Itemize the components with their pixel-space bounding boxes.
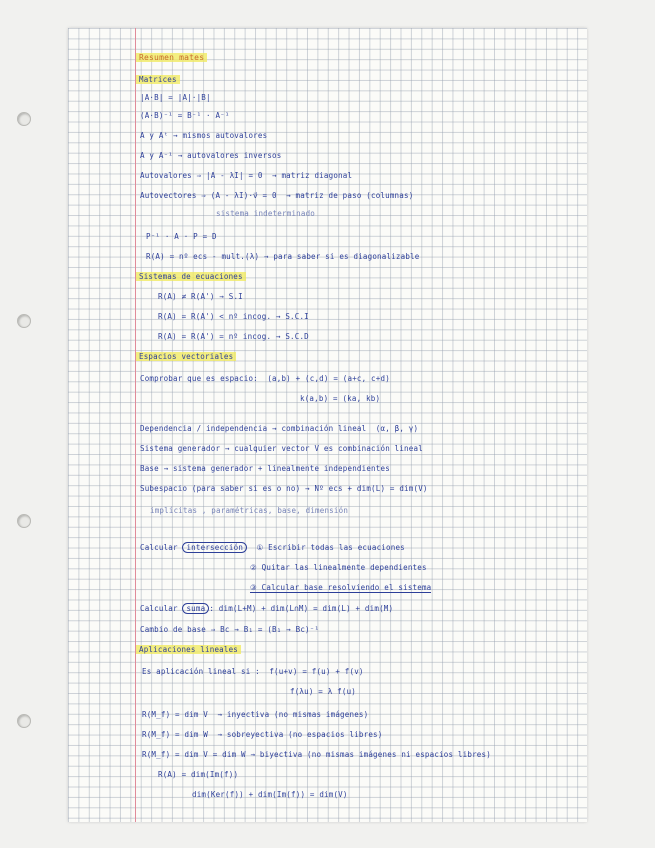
note-line: Autovalores ⇒ |A - λI| = 0 → matriz diagonal (140, 171, 353, 180)
note-line: A y Aᵗ → mismos autovalores (140, 131, 268, 140)
page-title: Resumen mates (136, 53, 207, 62)
note-line: Es aplicación lineal si : f(u+v) = f(u) + f(v) (142, 667, 364, 676)
note-line: Cambio de base ⇒ Bc → B₁ = (B₁ → Bc)⁻¹ (140, 625, 320, 634)
section-sistemas: Sistemas de ecuaciones (136, 272, 246, 281)
note-annotation: implícitas , paramétricas, base, dimensión (150, 506, 349, 515)
note-line: A y A⁻¹ → autovalores inversos (140, 151, 282, 160)
circled-word: suma (182, 603, 209, 614)
binder-hole (17, 714, 31, 728)
note-line: R(A) = dim(Im(f)) (158, 770, 239, 779)
note-line: Sistema generador → cualquier vector V es combinación lineal (140, 444, 423, 453)
note-line: R(A) = R(A') < nº incog. → S.C.I (158, 312, 309, 321)
note-annotation: sistema indeterminado (216, 209, 316, 218)
note-line: Autovectores ⇒ (A - λI)·v⃗ = 0 → matriz de paso (columnas) (140, 191, 414, 200)
note-line: ③ Calcular base resolviendo el sistema (250, 583, 432, 592)
note-line: Dependencia / independencia → combinación lineal (α, β, γ) (140, 424, 419, 433)
note-line: P⁻¹ · A · P = D (146, 232, 217, 241)
note-line: Base → sistema generador + linealmente independientes (140, 464, 390, 473)
note-line: f(λu) = λ f(u) (290, 687, 357, 696)
note-line: Calcular suma : dim(L+M) + dim(L∩M) = dim(L) + dim(M) (140, 604, 394, 613)
note-line: ② Quitar las linealmente dependientes (250, 563, 427, 572)
circled-word: intersección (182, 542, 247, 553)
notebook-page (68, 28, 587, 822)
note-line: R(A) = R(A') = nº incog. → S.C.D (158, 332, 309, 341)
note-line: Calcular intersección ① Escribir todas las ecuaciones (140, 543, 405, 552)
note-line: R(M_f) = dim V = dim W → biyectiva (no mismas imágenes ni espacios libres) (142, 750, 491, 759)
note-line: dim(Ker(f)) + dim(Im(f)) = dim(V) (192, 790, 348, 799)
note-line: Comprobar que es espacio: (a,b) + (c,d) = (a+c, c+d) (140, 374, 390, 383)
binder-hole (17, 112, 31, 126)
note-line: k(a,b) = (ka, kb) (300, 394, 381, 403)
note-line: (A·B)⁻¹ = B⁻¹ · A⁻¹ (140, 111, 230, 120)
binder-hole (17, 514, 31, 528)
binder-hole (17, 314, 31, 328)
note-line: R(M_f) = dim V → inyectiva (no mismas imágenes) (142, 710, 369, 719)
section-aplicaciones: Aplicaciones lineales (136, 645, 241, 654)
note-line: |A·B| = |A|·|B| (140, 93, 211, 102)
note-line: R(A) = nº ecs - mult.(λ) → para saber si es diagonalizable (146, 252, 420, 261)
section-matrices: Matrices (136, 75, 180, 84)
margin-line (135, 28, 136, 822)
note-line: R(M_f) = dim W → sobreyectiva (no espacios libres) (142, 730, 383, 739)
section-espacios: Espacios vectoriales (136, 352, 236, 361)
note-line: R(A) ≠ R(A') → S.I (158, 292, 243, 301)
note-line: Subespacio (para saber si es o no) → Nº ecs + dim(L) = dim(V) (140, 484, 428, 493)
